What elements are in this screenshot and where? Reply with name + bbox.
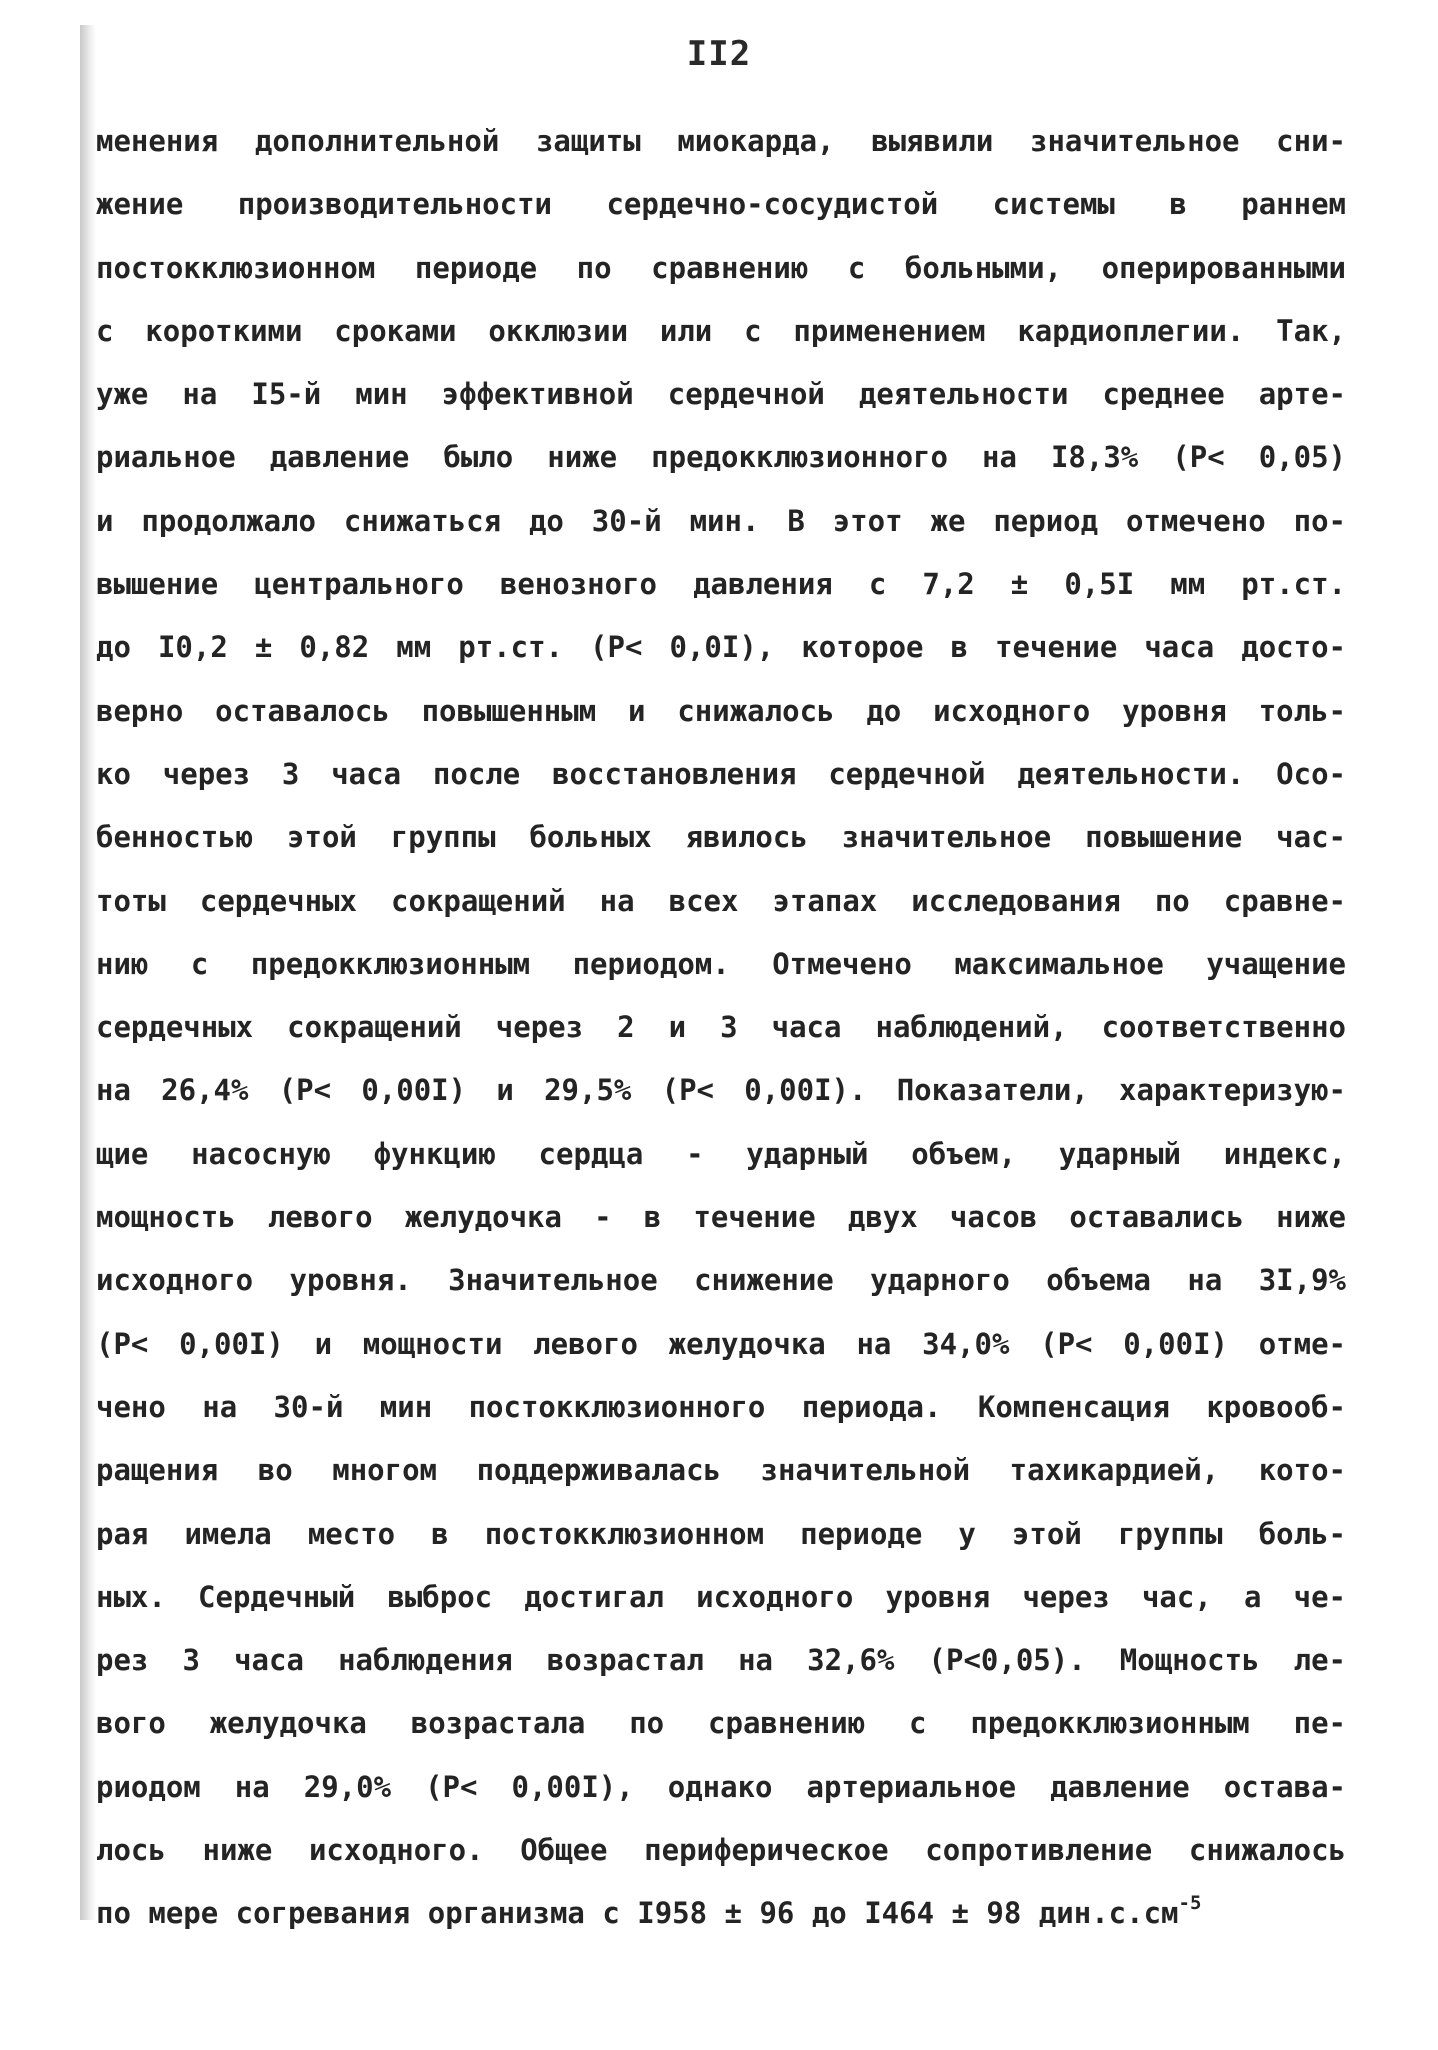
text-line: ращения во многом поддерживалась значительной тахикардией, кото-	[96, 1453, 1346, 1488]
text-line: риальное давление было ниже предокклюзионного на I8,3% (P< 0,05)	[96, 440, 1346, 475]
text-line: бенностью этой группы больных явилось значительное повышение час-	[96, 820, 1346, 855]
text-line: щие насосную функцию сердца - ударный объем, ударный индекс,	[96, 1136, 1346, 1171]
text-line: рая имела место в постокклюзионном периоде у этой группы боль-	[96, 1516, 1346, 1551]
text-line: ных. Сердечный выброс достигал исходного уровня через час, а че-	[96, 1579, 1346, 1614]
text-line: ко через 3 часа после восстановления сердечной деятельности. Осо-	[96, 756, 1346, 791]
body-text	[96, 110, 1346, 1946]
text-line: с короткими сроками окклюзии или с применением кардиоплегии. Так,	[96, 313, 1346, 348]
text-line: на 26,4% (P< 0,00I) и 29,5% (P< 0,00I). Показатели, характеризую-	[96, 1073, 1346, 1108]
text-line: и продолжало снижаться до 30-й мин. В этот же период отмечено по-	[96, 503, 1346, 538]
text-line: вого желудочка возрастала по сравнению с предокклюзионным пе-	[96, 1706, 1346, 1741]
text-line: постокклюзионном периоде по сравнению с больными, оперированными	[96, 250, 1346, 285]
text-line: до I0,2 ± 0,82 мм рт.ст. (P< 0,0I), которое в течение часа досто-	[96, 630, 1346, 665]
exponent-superscript: -5	[1178, 1892, 1202, 1915]
text-line: лось ниже исходного. Общее периферическое сопротивление снижалось	[96, 1833, 1346, 1868]
page-number: II2	[686, 34, 752, 74]
text-line: (P< 0,00I) и мощности левого желудочка на 34,0% (P< 0,00I) отме-	[96, 1326, 1346, 1361]
text-line: верно оставалось повышенным и снижалось до исходного уровня толь-	[96, 693, 1346, 728]
text-line: жение производительности сердечно-сосудистой системы в раннем	[96, 187, 1346, 222]
text-line: исходного уровня. Значительное снижение ударного объема на 3I,9%	[96, 1263, 1346, 1298]
text-line: вышение центрального венозного давления с 7,2 ± 0,5I мм рт.ст.	[96, 567, 1346, 602]
text-line: нию с предокклюзионным периодом. Отмечено максимальное учащение	[96, 946, 1346, 981]
text-line: менения дополнительной защиты миокарда, выявили значительное сни-	[96, 124, 1346, 158]
text-line: мощность левого желудочка - в течение двух часов оставались ниже	[96, 1200, 1346, 1235]
text-line: уже на I5-й мин эффективной сердечной деятельности среднее арте-	[96, 377, 1346, 412]
text-line: сердечных сокращений через 2 и 3 часа наблюдений, соответственно	[96, 1010, 1346, 1045]
text-line-last-body: по мере согревания организма с I958 ± 96 до I464 ± 98 дин.с.см	[96, 1896, 1179, 1931]
scan-shadow-edge	[80, 25, 96, 1920]
text-line: риодом на 29,0% (P< 0,00I), однако артериальное давление остава-	[96, 1769, 1346, 1804]
text-line: тоты сердечных сокращений на всех этапах исследования по сравне-	[96, 883, 1346, 918]
text-line: чено на 30-й мин постокклюзионного периода. Компенсация кровооб-	[96, 1389, 1346, 1424]
text-line: рез 3 часа наблюдения возрастал на 32,6% (P<0,05). Мощность ле-	[96, 1643, 1346, 1678]
text-line-last	[96, 1882, 1346, 1945]
